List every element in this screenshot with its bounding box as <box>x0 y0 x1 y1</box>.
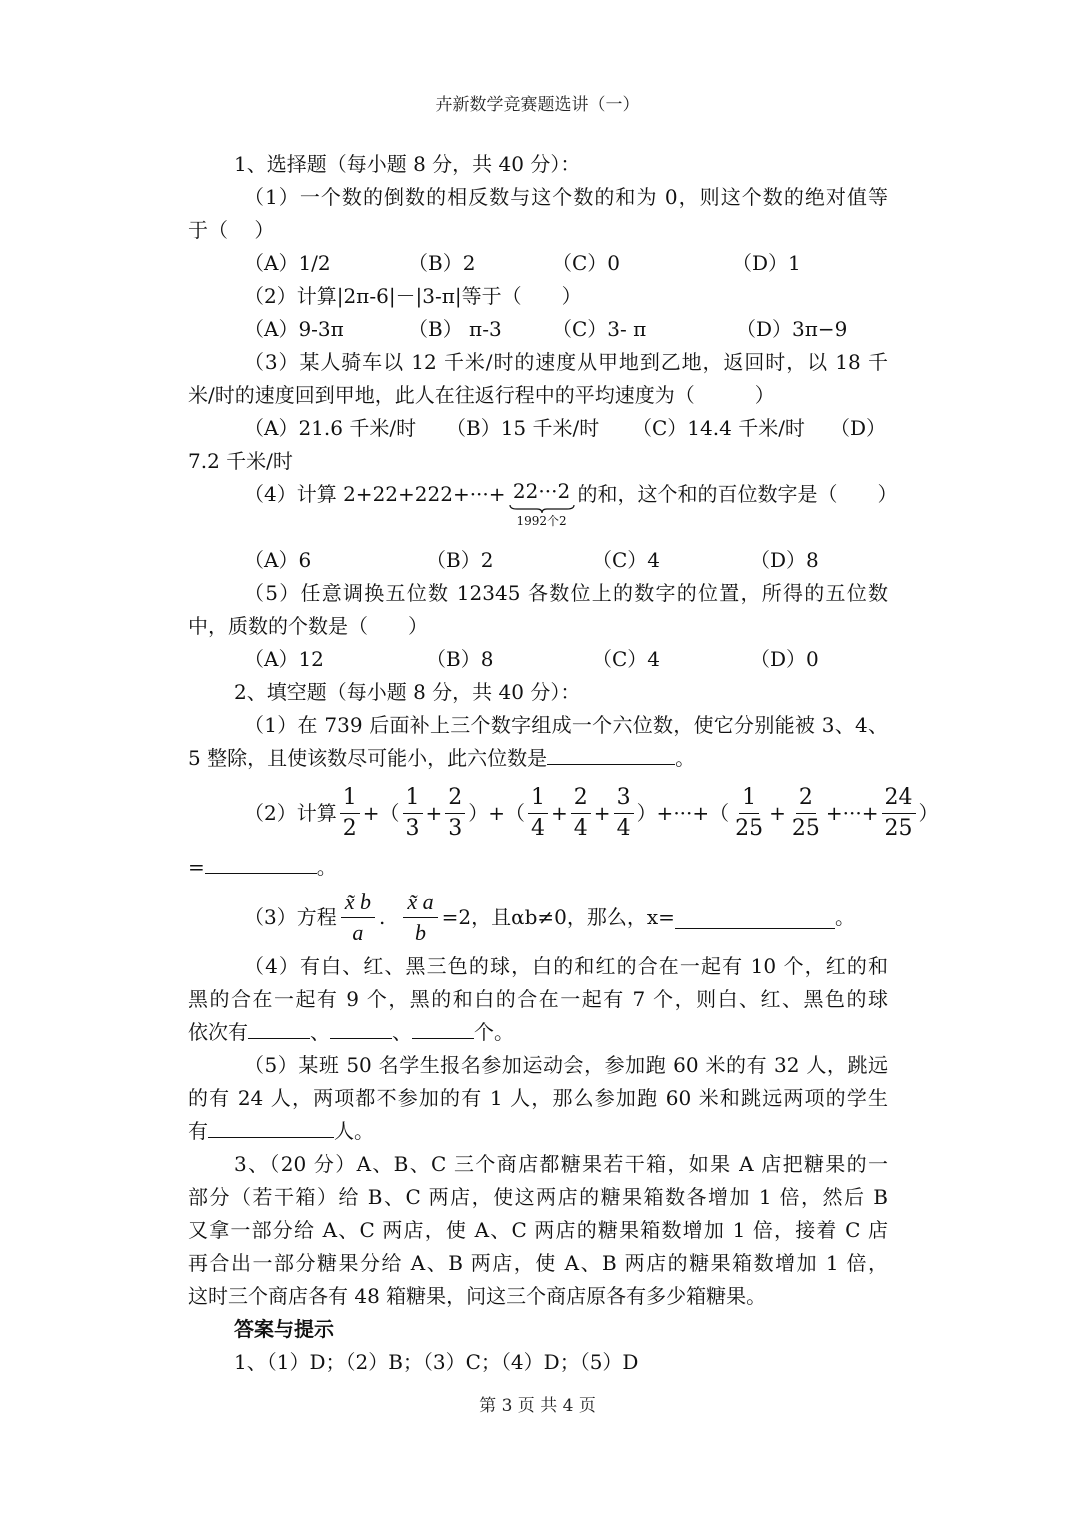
denominator: a <box>352 919 364 945</box>
option-a: （A）12 <box>244 647 324 671</box>
page-footer: 第 3 页 共 4 页 <box>479 1396 596 1416</box>
answer-blank <box>208 1115 334 1138</box>
fraction <box>341 887 375 948</box>
option-b: （B）8 <box>426 647 494 671</box>
numerator: 1 <box>403 783 423 814</box>
option-c: （C）14.4 千米/时 <box>632 416 805 440</box>
numerator: 2 <box>445 783 465 814</box>
option-d: （D）1 <box>732 251 801 275</box>
answer-blank <box>547 742 675 765</box>
section2-title: 2、填空题（每小题 8 分，共 40 分）： <box>234 680 581 704</box>
s1-q3-line1: （3）某人骑车以 12 千米/时的速度从甲地到乙地，返回时，以 18 千 <box>244 350 888 374</box>
denominator: b <box>414 919 426 945</box>
fraction <box>614 783 634 844</box>
numerator: 3 <box>614 783 634 814</box>
s1-q4-options <box>188 544 888 577</box>
s1-q3-line2: 米/时的速度回到甲地，此人在往返行程中的平均速度为（ ） <box>188 383 775 407</box>
s1-q2-line1: （2）计算|2π-6|－|3-π|等于（ ） <box>244 284 582 308</box>
s1-q1-options <box>188 247 888 280</box>
plus: + <box>593 800 611 825</box>
fraction <box>445 783 465 844</box>
underbrace-term <box>509 478 575 528</box>
s2-q4-line1: （4）有白、红、黑三色的球，白的和红的合在一起有 10 个，红的和 <box>244 954 888 978</box>
option-d: （D）3π−9 <box>736 317 848 341</box>
plus: + <box>551 800 568 825</box>
option-b: （B）2 <box>426 548 494 572</box>
denominator: 2 <box>342 815 357 841</box>
option-d: （D） <box>830 416 887 440</box>
plus: + <box>769 800 786 825</box>
s3-line4: 再合出一部分糖果分给 A、B 两店，使 A、B 两店的糖果箱数增加 1 倍， <box>188 1251 888 1275</box>
option-a: （A）9-3π <box>244 317 344 341</box>
fraction <box>571 783 591 844</box>
underbrace-label: 1992个2 <box>516 514 567 528</box>
option-c: （C）0 <box>552 251 621 275</box>
s2-q4-line2: 黑的合在一起有 9 个，黑的和白的合在一起有 7 个，则白、红、黑色的球 <box>188 987 888 1011</box>
denominator: 4 <box>531 815 546 841</box>
page-header: 卉新数学竞赛题选讲（一） <box>435 95 640 115</box>
s2-q1-line1: （1）在 739 后面补上三个数字组成一个六位数，使它分别能被 3、4、 <box>244 713 888 737</box>
document-body <box>188 148 939 1379</box>
option-c: （C）4 <box>592 548 661 572</box>
denominator: 4 <box>616 815 631 841</box>
fraction <box>528 783 548 844</box>
numerator: 2 <box>796 783 816 814</box>
s1-q4-line1 <box>188 478 898 544</box>
s2-q2-line2 <box>188 851 888 884</box>
s1-q5-line1: （5）任意调换五位数 12345 各数位上的数字的位置，所得的五位数 <box>244 581 888 605</box>
s3-line2: 部分（若干箱）给 B、C 两店，使这两店的糖果箱数各增加 1 倍，然后 B <box>188 1185 888 1209</box>
s2-q3-end: 。 <box>834 904 855 929</box>
separator: 、 <box>310 1020 330 1044</box>
numerator: x̃ a <box>403 887 437 918</box>
underbrace-top: 22···2 <box>512 479 571 503</box>
option-a: （A）21.6 千米/时 <box>244 416 417 440</box>
option-a: （A）1/2 <box>244 251 331 275</box>
close-paren: ） <box>918 800 939 825</box>
equals: = <box>188 855 205 879</box>
s2-q2-line1 <box>188 775 939 851</box>
option-a: （A）6 <box>244 548 312 572</box>
s2-q1-text: 5 整除，且使该数尽可能小，此六位数是 <box>188 746 548 770</box>
s2-q5-line3 <box>188 1115 888 1148</box>
plus: + <box>425 800 443 825</box>
s3-line1: 3、（20 分）A、B、C 三个商店都糖果若干箱，如果 A 店把糖果的一 <box>234 1152 888 1176</box>
denominator: 3 <box>448 815 463 841</box>
numerator: 24 <box>882 783 916 814</box>
s2-q4-line3 <box>188 1016 888 1049</box>
close-dots-open: ）+···+（ <box>636 800 730 825</box>
denominator: 3 <box>405 815 420 841</box>
answer-blank <box>205 851 317 874</box>
s3-line3: 又拿一部分给 A、C 两店，使 A、C 两店的糖果箱数增加 1 倍，接着 C 店 <box>188 1218 888 1242</box>
fraction <box>882 783 916 844</box>
numerator: 1 <box>739 783 759 814</box>
s2-q1-line2 <box>188 742 888 775</box>
s2-q4-end: 个。 <box>474 1020 514 1044</box>
answers-line1: 1、（1）D；（2）B；（3）C；（4）D；（5）D <box>234 1350 639 1374</box>
separator: 、 <box>392 1020 412 1044</box>
s2-q3-middle: =2，且αb≠0，那么，x= <box>441 904 675 929</box>
fraction <box>403 887 437 948</box>
option-b: （B） π-3 <box>408 317 502 341</box>
underbrace-icon <box>509 504 575 514</box>
option-d: （D）8 <box>750 548 819 572</box>
s1-q5-options <box>188 643 888 676</box>
s1-q1-line1: （1）一个数的倒数的相反数与这个数的和为 0，则这个数的绝对值等 <box>244 185 888 209</box>
denominator: 25 <box>791 815 820 841</box>
option-c: （C）3- π <box>552 317 647 341</box>
numerator: 1 <box>340 783 360 814</box>
answers-title: 答案与提示 <box>234 1317 334 1341</box>
s2-q3-prefix: （3）方程 <box>244 904 337 929</box>
s3-line5: 这时三个商店各有 48 箱糖果，问这三个商店原各有多少箱糖果。 <box>188 1284 767 1308</box>
s2-q2-prefix: （2）计算 <box>244 800 337 825</box>
denominator: 25 <box>884 815 913 841</box>
s1-q4-prefix: （4）计算 2+22+222+···+ <box>244 482 506 506</box>
denominator: 25 <box>735 815 764 841</box>
s1-q1-line2: 于（ ） <box>188 218 275 242</box>
fraction <box>340 783 360 844</box>
s1-q3-options <box>188 412 888 445</box>
answer-blank-black <box>412 1016 474 1039</box>
denominator: 4 <box>573 815 588 841</box>
s1-q4-suffix: 的和，这个和的百位数字是（ ） <box>577 482 898 506</box>
s2-q5-end: 人。 <box>334 1119 374 1143</box>
option-d: （D）0 <box>750 647 819 671</box>
answer-blank <box>675 906 835 929</box>
dots: +···+ <box>825 800 879 825</box>
s2-q5-text: 有 <box>188 1119 208 1143</box>
numerator: 1 <box>528 783 548 814</box>
s2-q2-end: 。 <box>316 855 337 879</box>
s2-q3-line <box>188 884 888 950</box>
s2-q5-line2: 的有 24 人，两项都不参加的有 1 人，那么参加跑 60 米和跳远两项的学生 <box>188 1086 888 1110</box>
plus-open: +（ <box>362 800 400 825</box>
s2-q1-end: 。 <box>675 746 696 770</box>
s1-q5-line2: 中，质数的个数是（ ） <box>188 614 428 638</box>
option-c: （C）4 <box>592 647 661 671</box>
answer-blank-white <box>248 1016 310 1039</box>
answer-blank-red <box>330 1016 392 1039</box>
s1-q3-line3: 7.2 千米/时 <box>188 449 293 473</box>
fraction <box>403 783 423 844</box>
dot: . <box>379 904 386 929</box>
option-b: （B）15 千米/时 <box>446 416 600 440</box>
fraction <box>789 783 823 844</box>
option-b: （B）2 <box>408 251 476 275</box>
section1-title: 1、选择题（每小题 8 分，共 40 分）： <box>234 152 581 176</box>
s2-q5-line1: （5）某班 50 名学生报名参加运动会，参加跑 60 米的有 32 人，跳远 <box>244 1053 888 1077</box>
fraction <box>732 783 766 844</box>
s2-q4-text: 依次有 <box>188 1020 248 1044</box>
close-plus-open: ）+（ <box>468 800 526 825</box>
s1-q2-options <box>188 313 888 346</box>
numerator: x̃ b <box>341 887 375 918</box>
numerator: 2 <box>571 783 591 814</box>
